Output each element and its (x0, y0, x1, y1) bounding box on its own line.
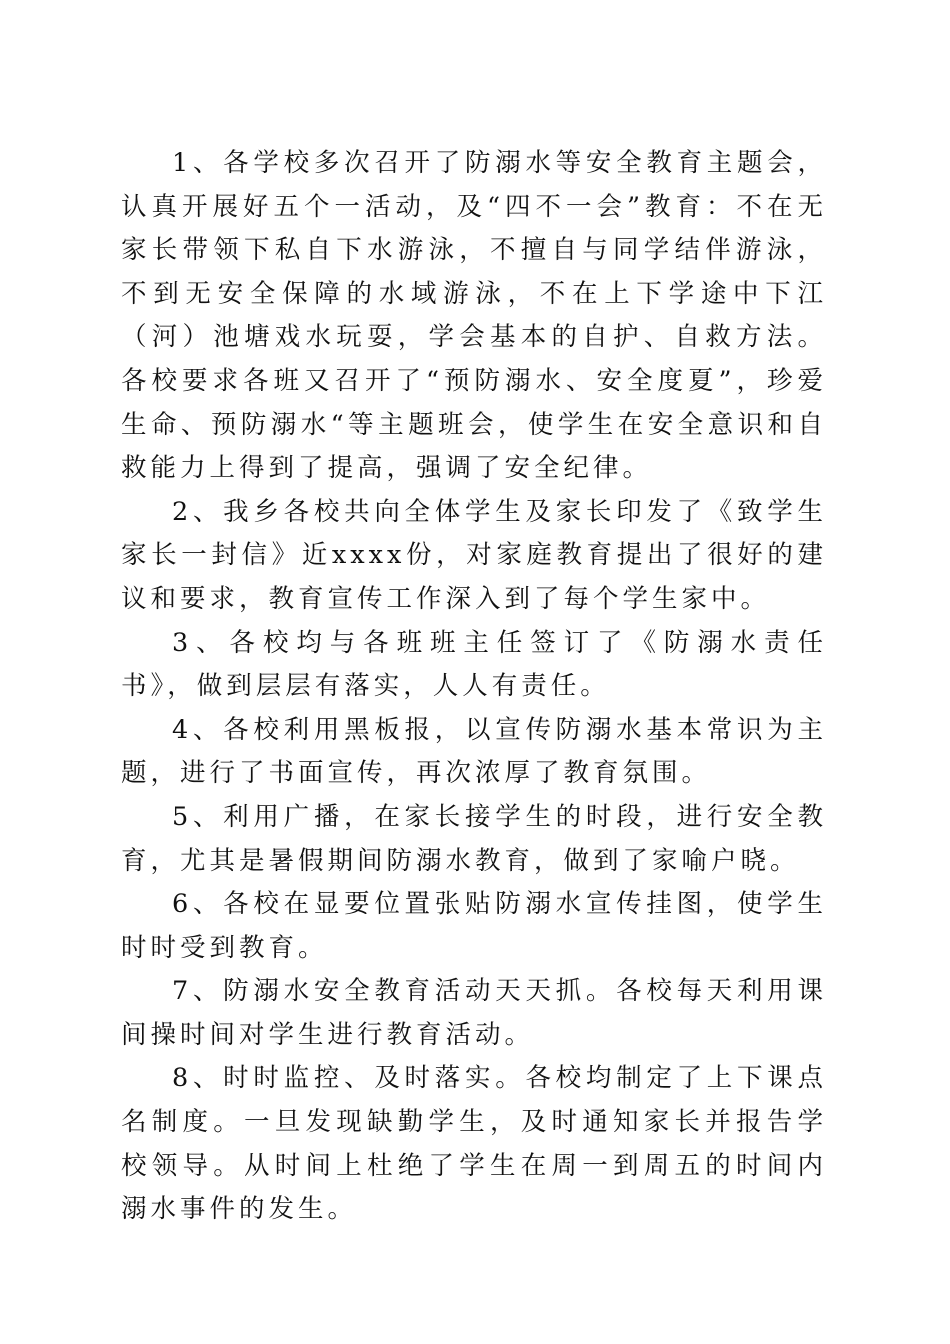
paragraph-7: 7、防溺水安全教育活动天天抓。各校每天利用课间操时间对学生进行教育活动。 (121, 976, 827, 1050)
document-body (121, 142, 827, 1232)
paragraph-3: 3、各校均与各班班主任签订了《防溺水责任书》，做到层层有落实，人人有责任。 (121, 627, 827, 702)
paragraph-4: 4、各校利用黑板报，以宣传防溺水基本常识为主题，进行了书面宣传，再次浓厚了教育氛围。 (121, 714, 827, 789)
paragraph-1: 1、各学校多次召开了防溺水等安全教育主题会，认真开展好五个一活动，及“四不一会”教育：不在无家长带领下私自下水游泳，不擅自与同学结伴游泳，不到无安全保障的水域游泳，不在上下学途中下江（河）池塘戏水玩耍，学会基本的自护、自救方法。各校要求各班又召开了“预防溺水、安全度夏”，珍爱生命、预防溺水“等主题班会，使学生在安全意识和自救能力上得到了提高，强调了安全纪律。 (121, 148, 827, 484)
paragraph-6: 6、各校在显要位置张贴防溺水宣传挂图，使学生时时受到教育。 (121, 889, 827, 963)
paragraph-2: 2、我乡各校共向全体学生及家长印发了《致学生家长一封信》近xxxx份，对家庭教育提出了很好的建议和要求，教育宣传工作深入到了每个学生家中。 (121, 496, 827, 614)
paragraph-5: 5、利用广播，在家长接学生的时段，进行安全教育，尤其是暑假期间防溺水教育，做到了家喻户晓。 (121, 801, 827, 876)
paragraph-8: 8、时时监控、及时落实。各校均制定了上下课点名制度。一旦发现缺勤学生，及时通知家长并报告学校领导。从时间上杜绝了学生在周一到周五的时间内溺水事件的发生。 (121, 1063, 827, 1225)
